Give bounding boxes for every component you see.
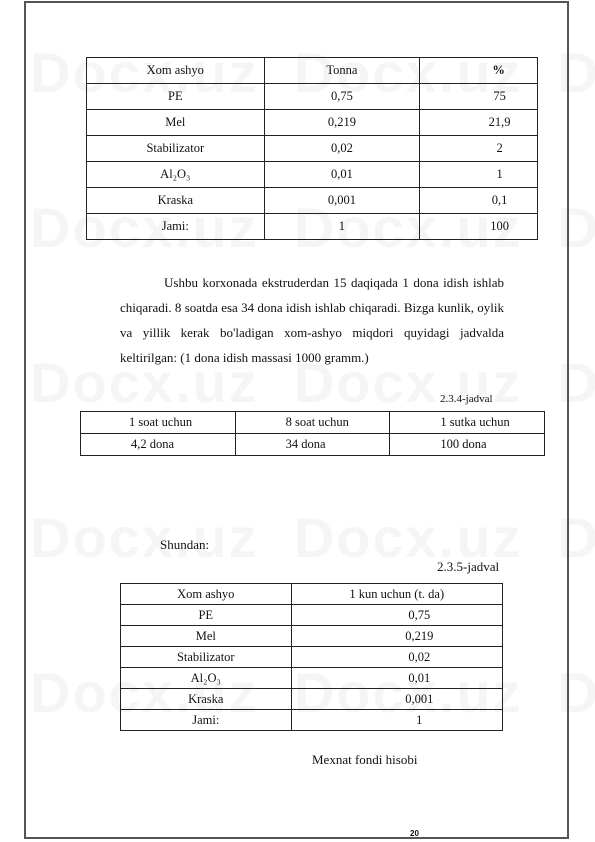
shundan-label: Shundan: <box>160 537 210 552</box>
table-row <box>87 110 538 136</box>
table-cell: 0,219 <box>264 110 420 136</box>
table-cell: 0,02 <box>291 647 502 668</box>
table-cell: PE <box>121 605 292 626</box>
table-row <box>87 84 538 110</box>
table-row <box>81 434 545 456</box>
table-caption: 2.3.4-jadval <box>440 393 493 405</box>
body-paragraph <box>120 270 504 370</box>
table-row <box>87 136 538 162</box>
table-cell: 34 dona <box>235 434 390 456</box>
table-cell: Jami: <box>87 214 265 240</box>
table-cell: 4,2 dona <box>81 434 236 456</box>
table-row <box>121 647 503 668</box>
table-cell: Stabilizator <box>87 136 265 162</box>
table-cell: Mel <box>121 626 292 647</box>
table-cell: 1 <box>291 710 502 731</box>
table-header-cell: Tonna <box>264 58 420 84</box>
table-header-cell: Xom ashyo <box>121 584 292 605</box>
table-cell: Mel <box>87 110 265 136</box>
table-cell: 0,219 <box>291 626 502 647</box>
table-cell: 1 <box>420 162 538 188</box>
table-row <box>121 605 503 626</box>
table-header-cell: 1 sutka uchun <box>390 412 545 434</box>
daily-material-table <box>120 583 503 731</box>
table-caption: 2.3.5-jadval <box>437 559 500 574</box>
table-row <box>87 214 538 240</box>
table-header-cell: % <box>420 58 538 84</box>
table-cell: 0,001 <box>291 689 502 710</box>
table-cell: 100 dona <box>390 434 545 456</box>
table-row <box>87 188 538 214</box>
table-cell: 21,9 <box>420 110 538 136</box>
table-row <box>87 162 538 188</box>
table-row <box>121 626 503 647</box>
table-cell: 0,001 <box>264 188 420 214</box>
table-cell: Al₂O₃ <box>121 668 292 689</box>
table-cell: 1 <box>264 214 420 240</box>
table-cell: 100 <box>420 214 538 240</box>
table-cell: 75 <box>420 84 538 110</box>
table-cell: 0,01 <box>264 162 420 188</box>
table-cell: Al₂O₃ <box>87 162 265 188</box>
table-header-cell: 8 soat uchun <box>235 412 390 434</box>
table-cell: 0,02 <box>264 136 420 162</box>
table-cell: 0,75 <box>264 84 420 110</box>
table-header-row <box>87 58 538 84</box>
table-cell: 0,75 <box>291 605 502 626</box>
table-cell: PE <box>87 84 265 110</box>
table-header-cell: Xom ashyo <box>87 58 265 84</box>
table-cell: 2 <box>420 136 538 162</box>
table-cell: 0,01 <box>291 668 502 689</box>
production-rate-table <box>80 411 545 456</box>
table-header-cell: 1 soat uchun <box>81 412 236 434</box>
table-cell: 0,1 <box>420 188 538 214</box>
table-header-cell: 1 kun uchun (t. da) <box>291 584 502 605</box>
section-heading: Mexnat fondi hisobi <box>312 752 418 767</box>
table-cell: Kraska <box>121 689 292 710</box>
table-header-row <box>81 412 545 434</box>
table-cell: Jami: <box>121 710 292 731</box>
table-row <box>121 710 503 731</box>
table-row <box>121 689 503 710</box>
table-header-row <box>121 584 503 605</box>
raw-material-table <box>86 57 538 240</box>
table-cell: Kraska <box>87 188 265 214</box>
table-row <box>121 668 503 689</box>
page-number: 20 <box>410 829 419 838</box>
body-paragraph-text: Ushbu korxonada ekstruderdan 15 daqiqada 1 dona idish ishlab chiqaradi. 8 soatda esa 34 dona idish ishlab chiqaradi. Bizga kunlik, oylik va yillik kerak bo'ladigan xom-ashyo miqdori quyidagi jadvalda keltirilgan: (1 dona idish massasi 1000 gramm.) <box>120 275 504 365</box>
table-cell: Stabilizator <box>121 647 292 668</box>
